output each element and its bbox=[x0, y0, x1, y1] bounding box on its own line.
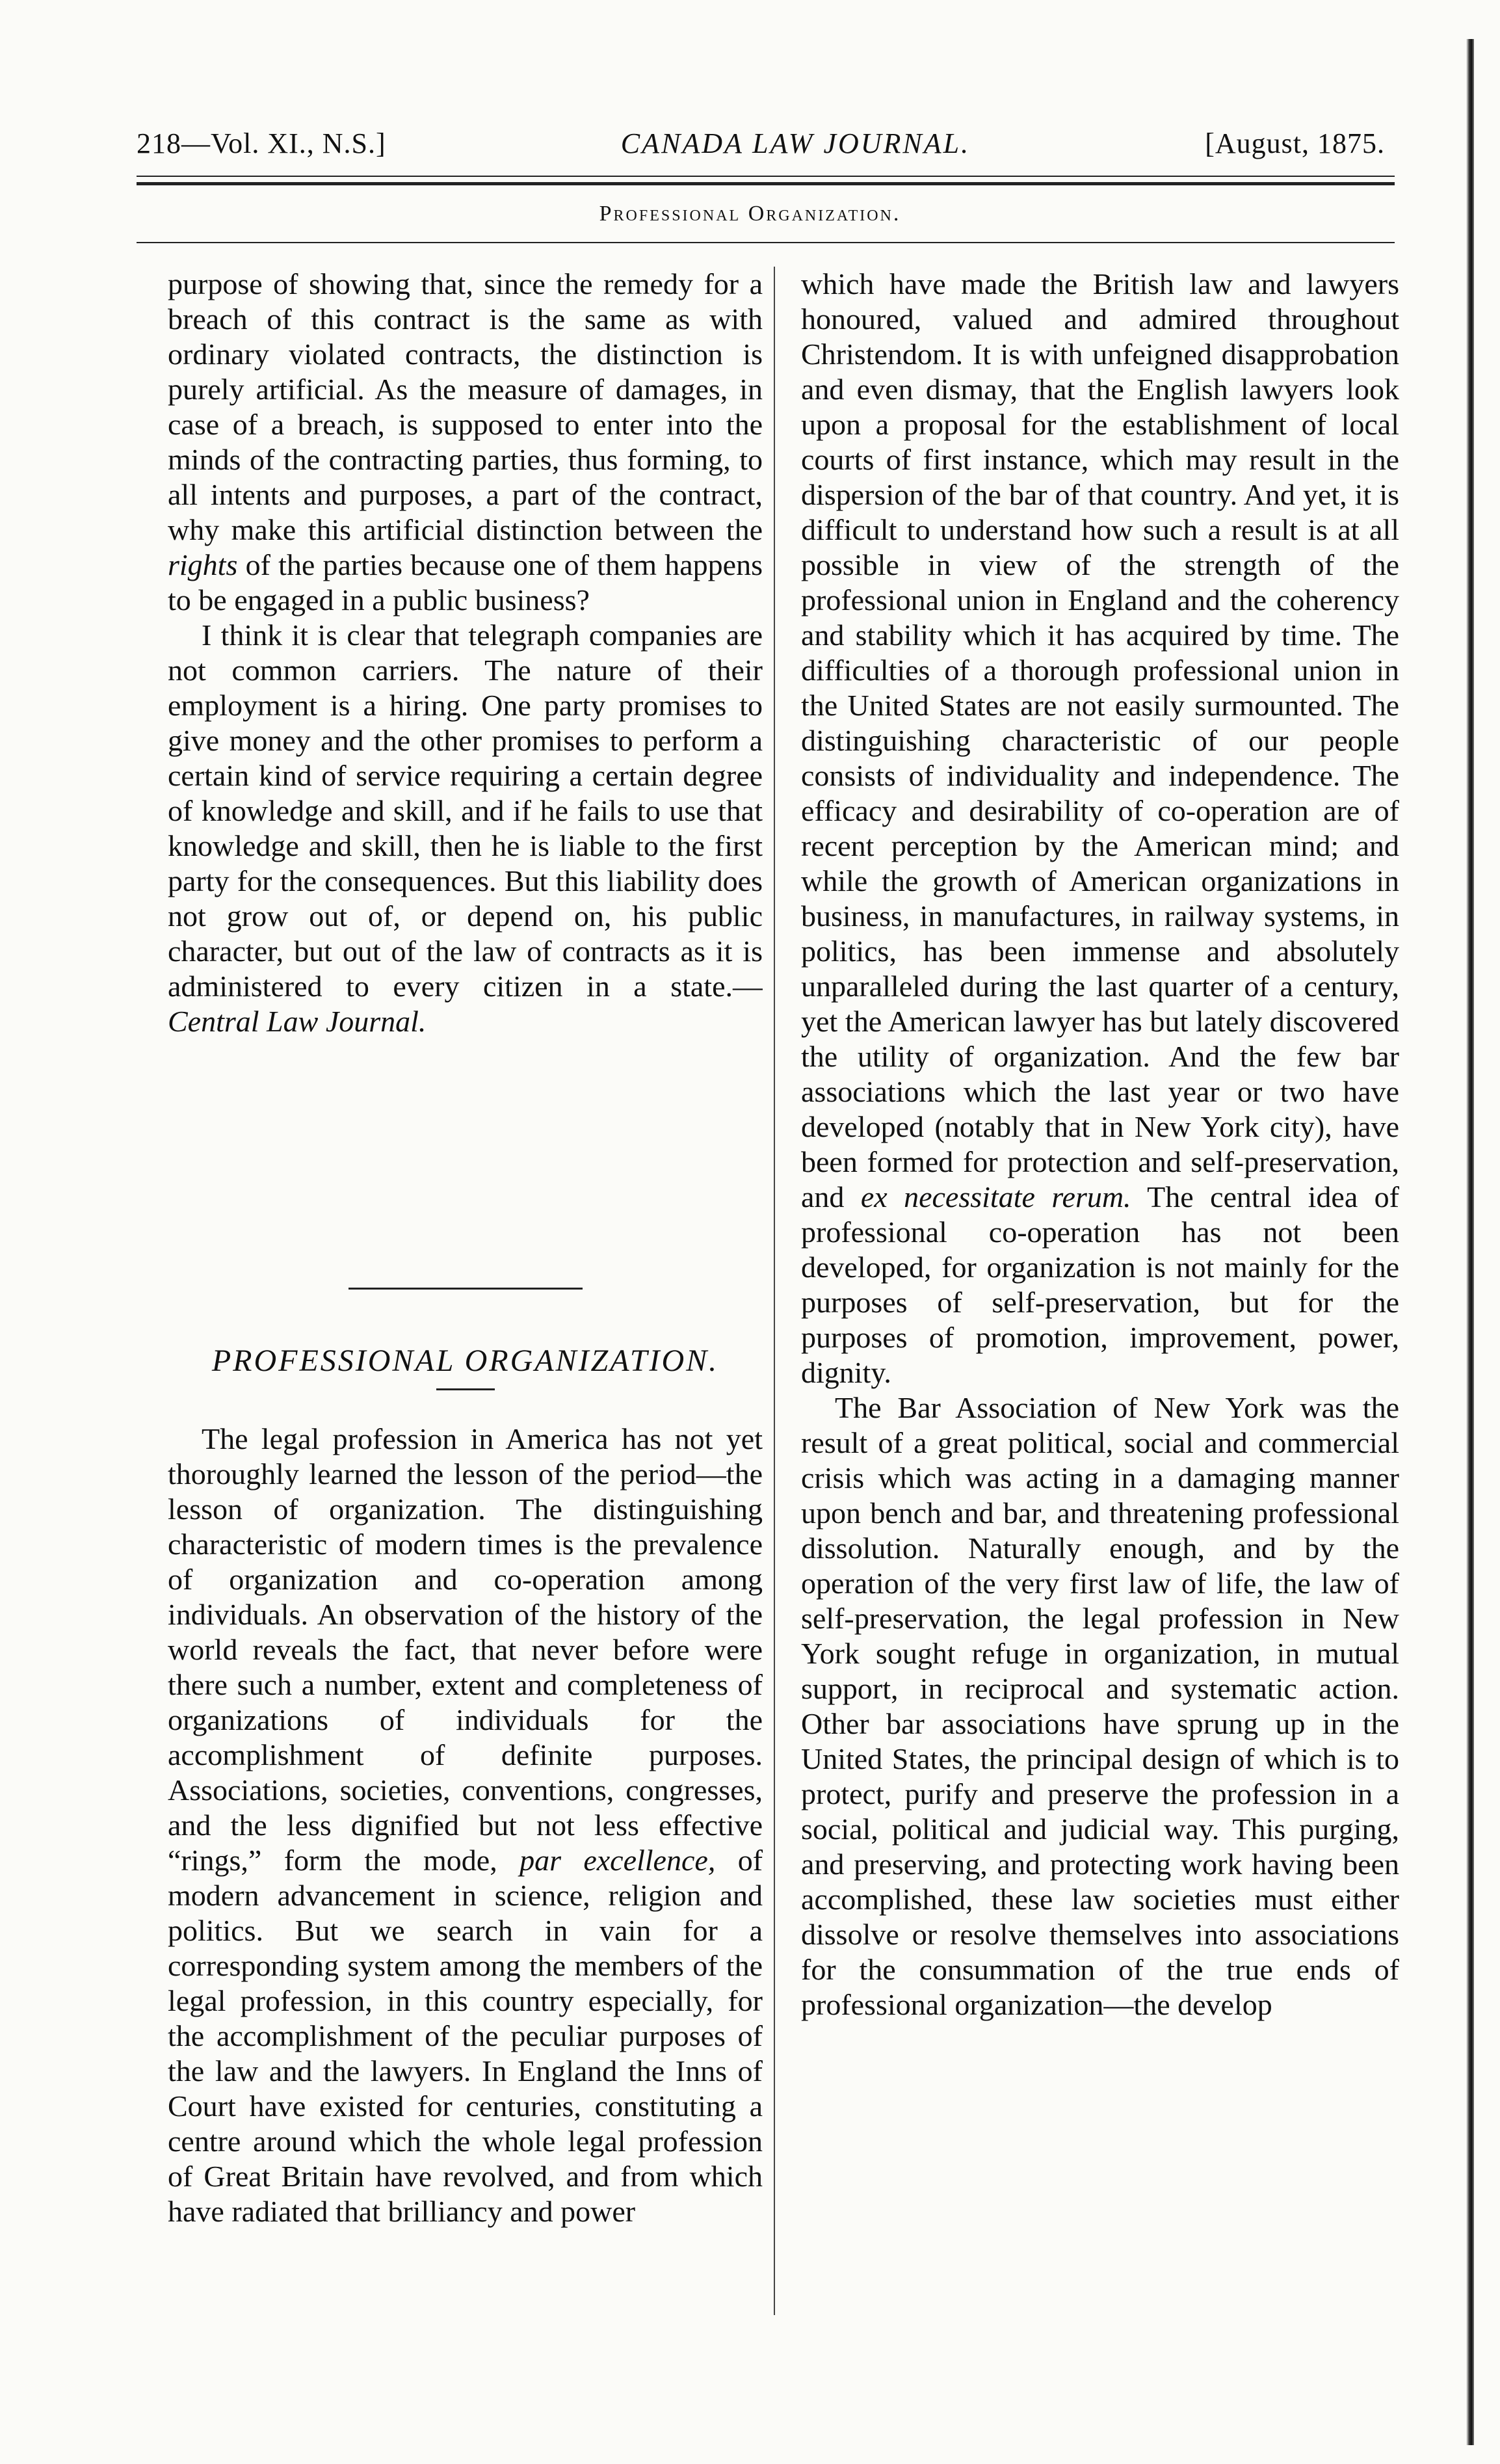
paragraph-text: of the parties because one of them happens to be engaged in a public business? bbox=[168, 548, 763, 616]
title-underline bbox=[436, 1388, 495, 1390]
paragraph-text: The legal profession in America has not yet thoroughly learned the lesson of the period—the lesson of organization. The distinguishing characteristic of modern times is the prevalence of organization and co-operation among individuals. An observation of the history of the world reveals the fact, that never before were there such a number, extent and completeness of organizations of individuals for the accomplishment of definite purposes. Associations, societies, conventions, congresses, and the less dignified but not less effective “rings,” form the mode, bbox=[168, 1422, 763, 1877]
page-edge-shadow bbox=[1466, 39, 1474, 2445]
paragraph-text: I think it is clear that telegraph companies are not common carriers. The nature of their employment is a hiring. One party promises to give money and the other promises to perform a certain kind of service requiring a certain degree of knowledge and skill, and if he fails to use that knowledge and skill, then he is liable to the first party for the consequences. But this liability does not grow out of, or depend on, his public character, but out of the law of contracts as it is administered to every citizen in a state.— bbox=[168, 618, 763, 1003]
paragraph bbox=[801, 267, 1399, 1390]
article-title: PROFESSIONAL ORGANIZATION. bbox=[211, 1344, 719, 1378]
source-citation: Central Law Journal. bbox=[168, 1005, 427, 1038]
left-column bbox=[168, 267, 763, 2229]
header-journal-title: CANADA LAW JOURNAL. bbox=[620, 127, 971, 159]
left-column-upper bbox=[168, 267, 763, 1255]
header-page-volume: 218—Vol. XI., N.S.] bbox=[137, 127, 386, 159]
header-rule-thick bbox=[137, 182, 1395, 185]
section-rule bbox=[137, 242, 1395, 243]
header-date: [August, 1875. bbox=[1205, 127, 1385, 159]
paragraph-text: purpose of showing that, since the remedy for a breach of this contract is the same as with ordinary violated contracts, the distinction is purely artificial. As the measure of damages, in case of a breach, is supposed to enter into the minds of the contracting parties, thus forming, to all intents and purposes, a part of the contract, why make this artificial distinction between the bbox=[168, 267, 763, 546]
paragraph-italic: rights bbox=[168, 548, 238, 581]
paragraph-text: of modern advancement in science, religion and politics. But we search in vain for a corresponding system among the members of the legal profession, in this country especially, for the accomplishment of the peculiar purposes of the law and the lawyers. In England the Inns of Court have existed for centuries, constituting a centre around which the whole legal profession of Great Britain have revolved, and from which have radiated that brilliancy and power bbox=[168, 1844, 763, 2228]
paragraph-text: The Bar Association of New York was the result of a great political, social and commercial crisis which was acting in a damaging manner upon bench and bar, and threatening professional dissolution. Naturally enough, and by the operation of the very first law of life, the law of self-preservation, the legal profession in New York sought refuge in organization, in mutual support, in reciprocal and systematic action. Other bar associations have sprung up in the United States, the principal design of which is to protect, purify and preserve the profession in a social, political and judicial way. This purging, and preserving, and protecting work having been accomplished, these law societies must either dissolve or resolve themselves into associations for the consummation of the true ends of professional organization—the develop bbox=[801, 1391, 1399, 2021]
running-header bbox=[137, 127, 1385, 166]
paragraph bbox=[168, 1422, 763, 2229]
paragraph bbox=[801, 1390, 1399, 2022]
paragraph-italic: ex necessitate rerum. bbox=[860, 1180, 1131, 1213]
right-column bbox=[801, 267, 1399, 2022]
paragraph bbox=[168, 618, 763, 1039]
column-divider bbox=[774, 267, 775, 2315]
paragraph-italic: par excellence, bbox=[520, 1844, 716, 1877]
header-rule-thin bbox=[137, 176, 1395, 177]
article-separator bbox=[349, 1288, 583, 1290]
paragraph-text: The central idea of professional co-operation has not been developed, for organization is not mainly for the purposes of self-preservation, but for the purposes of promotion, improvement, power, dignity. bbox=[801, 1180, 1399, 1389]
paragraph bbox=[168, 267, 763, 618]
paragraph-text: which have made the British law and lawyers honoured, valued and admired throughout Christendom. It is with unfeigned disapprobation and even dismay, that the English lawyers look upon a proposal for the establishment of local courts of first instance, which may result in the dispersion of the bar of that country. And yet, it is difficult to understand how such a result is at all possible in view of the strength of the professional union in England and the coherency and stability which it has acquired by time. The difficulties of a thorough professional union in the United States are not easily surmounted. The distinguishing characteristic of our people consists of individuality and independence. The efficacy and desirability of co-operation are of recent perception by the American mind; and while the growth of American organizations in business, in manufactures, in railway systems, in politics, has been immense and absolutely unparalleled during the last quarter of a century, yet the American lawyer has but lately discovered the utility of organization. And the few bar associations which the last year or two have developed (notably that in New York city), have been formed for protection and self-preservation, and bbox=[801, 267, 1399, 1213]
section-title: Professional Organization. bbox=[599, 202, 901, 226]
